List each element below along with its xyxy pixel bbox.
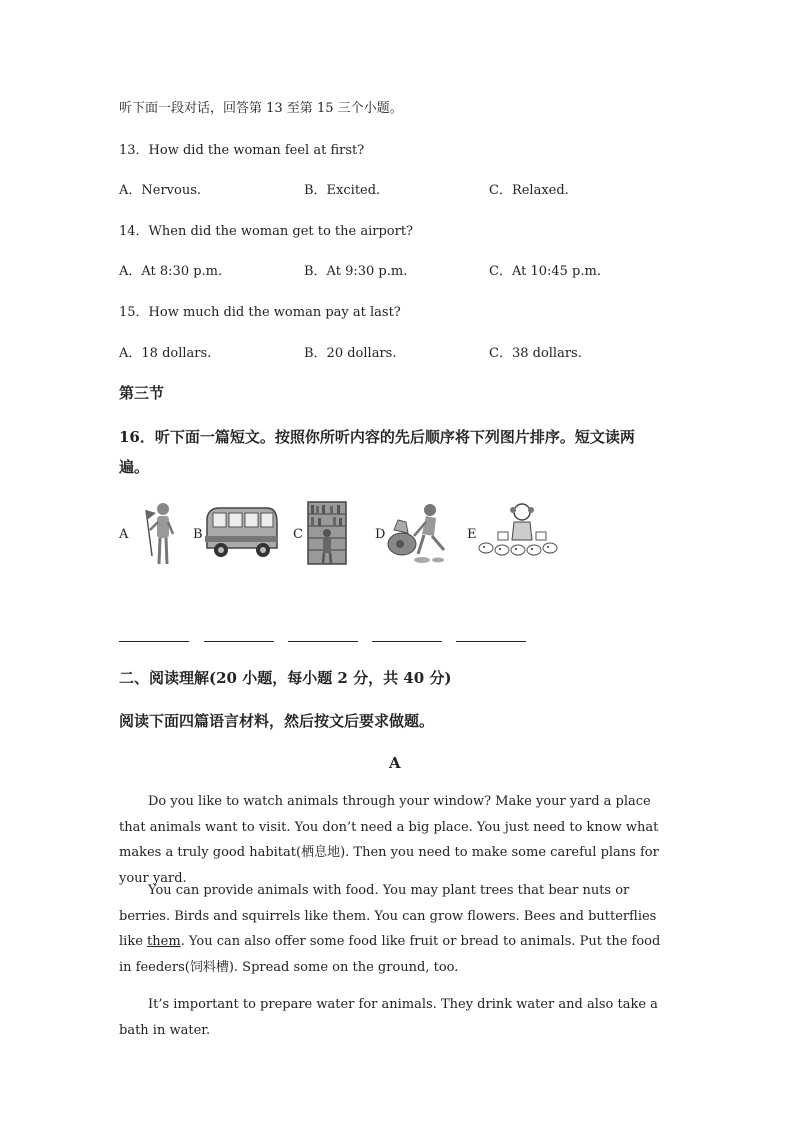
person-picking-up-rubbish-picture: [386, 500, 452, 566]
girl-with-animals-picture: [478, 500, 560, 562]
q15-option-b: B．20 dollars.: [304, 346, 397, 361]
q13-option-a: A．Nervous.: [119, 183, 202, 198]
picture-label-d: D: [375, 527, 386, 542]
picture-label-e: E: [467, 527, 477, 542]
question-16-line1: 16．听下面一篇短文。按照你所听内容的先后顺序将下列图片排序。短文读两: [119, 428, 635, 446]
q13-option-b: B．Excited.: [304, 183, 381, 198]
answer-blank-3[interactable]: [288, 641, 358, 642]
q13-option-c: C．Relaxed.: [489, 183, 569, 198]
picture-label-c: C: [293, 527, 303, 542]
q14-option-b: B．At 9:30 p.m.: [304, 264, 408, 279]
bus-picture: [203, 500, 279, 562]
picture-label-b: B: [193, 527, 203, 542]
q14-option-a: A．At 8:30 p.m.: [119, 264, 223, 279]
person-with-flag-picture: [140, 500, 182, 568]
question-16-line2: 遍。: [119, 458, 150, 476]
answer-blank-2[interactable]: [204, 641, 274, 642]
q15-option-c: C．38 dollars.: [489, 346, 582, 361]
question-15: 15．How much did the woman pay at last?: [119, 305, 401, 320]
answer-blank-5[interactable]: [456, 641, 526, 642]
answer-blank-1[interactable]: [119, 641, 189, 642]
q15-option-a: A．18 dollars.: [119, 346, 212, 361]
library-bookshelf-picture: [306, 500, 348, 566]
passage-label: A: [389, 754, 401, 772]
passage-paragraph-2: You can provide animals with food. You may plant trees that bear nuts or berries. Birds and squirrels like them. You can grow flowers. Bees and butterflies like them. You can also offer some food like fruit or bread to animals. Put the food in feeders(饲料槽). Spread some on the ground, too.: [119, 883, 661, 975]
section2-intro: 听下面一段对话，回答第 13 至第 15 三个小题。: [119, 101, 403, 116]
underlined-word-them: them: [147, 934, 181, 949]
picture-label-a: A: [119, 527, 129, 542]
answer-blank-4[interactable]: [372, 641, 442, 642]
q14-option-c: C．At 10:45 p.m.: [489, 264, 601, 279]
part2-title: 二、阅读理解(20 小题，每小题 2 分，共 40 分): [119, 669, 452, 687]
question-13: 13．How did the woman feel at first?: [119, 143, 365, 158]
passage-paragraph-1: Do you like to watch animals through your window? Make your yard a place that animals want to visit. You don’t need a big place. You just need to know what makes a truly good habitat(栖息地). Then you need to make some careful plans for your yard.: [119, 794, 659, 886]
section3-title: 第三节: [119, 384, 165, 402]
passage-paragraph-3: It’s important to prepare water for animals. They drink water and also take a bath in water.: [119, 997, 658, 1038]
question-14: 14．When did the woman get to the airport?: [119, 224, 414, 239]
part2-instruction: 阅读下面四篇语言材料，然后按文后要求做题。: [119, 712, 435, 730]
